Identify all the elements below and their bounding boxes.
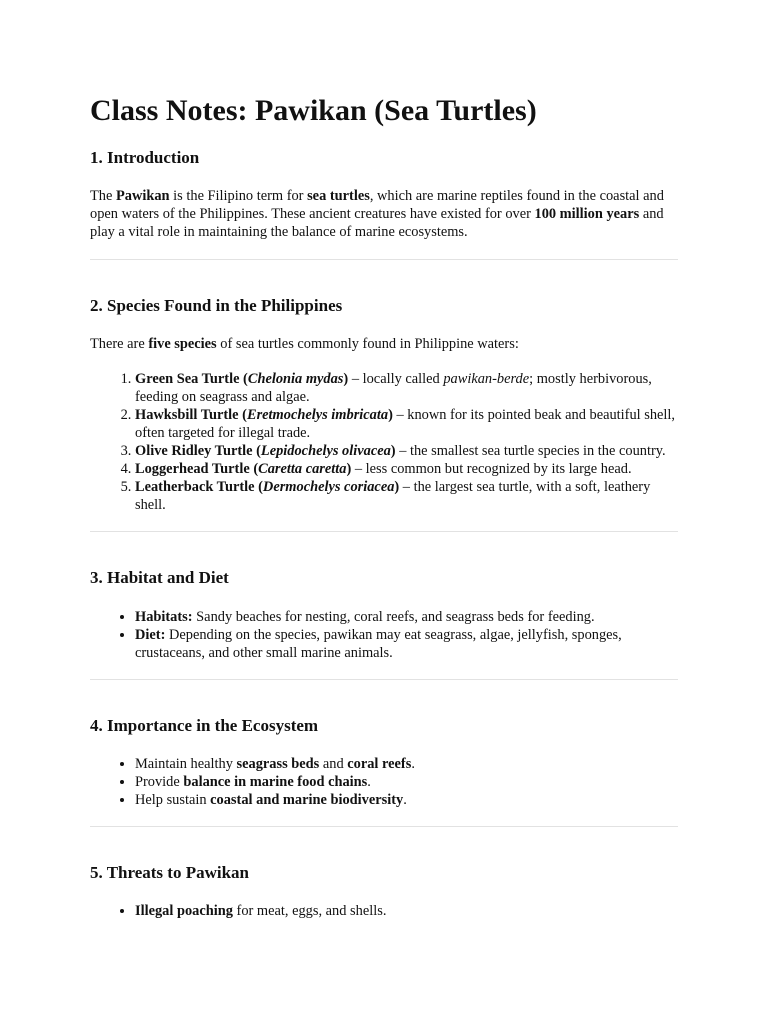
species-item: [135, 478, 678, 514]
list-item: [135, 755, 678, 773]
species-name: Green Sea Turtle (Chelonia mydas): [135, 371, 349, 388]
introduction-paragraph: [90, 187, 678, 241]
scientific-name: Chelonia mydas: [247, 371, 344, 388]
species-description: ; mostly herbivorous, feeding on seagrass and algae.: [135, 371, 652, 406]
species-item: [135, 460, 678, 478]
text-run: Maintain healthy: [135, 756, 237, 773]
scientific-name: Eretmochelys imbricata: [246, 407, 389, 424]
species-description: – known for its pointed beak and beautiful shell, often targeted for illegal trade.: [135, 407, 676, 442]
text-run: and: [319, 756, 348, 773]
scientific-name: Caretta caretta: [258, 461, 347, 478]
bold-term-five-species: five species: [148, 336, 217, 353]
list-item: [135, 626, 678, 662]
item-label: Habitats:: [135, 608, 193, 625]
bold-term-pawikan: Pawikan: [115, 187, 170, 204]
item-text: Sandy beaches for nesting, coral reefs, and seagrass beds for feeding.: [192, 608, 595, 625]
text-run: .: [367, 774, 371, 791]
page-title: Class Notes: Pawikan (Sea Turtles): [90, 94, 537, 127]
bold-term: balance in marine food chains: [183, 774, 368, 791]
section-heading-threats: 5. Threats to Pawikan: [90, 863, 250, 883]
species-description: – the smallest sea turtle species in the country.: [395, 443, 666, 460]
section-heading-species: 2. Species Found in the Philippines: [90, 295, 343, 315]
text-run: of sea turtles commonly found in Philippine waters:: [216, 336, 519, 353]
threats-list: [90, 902, 678, 920]
scientific-name: Dermochelys coriacea: [262, 479, 395, 496]
bold-term: coral reefs: [347, 756, 412, 773]
text-run: for meat, eggs, and shells.: [232, 903, 387, 920]
item-label: Diet:: [135, 626, 166, 643]
text-run: .: [403, 792, 407, 809]
section-divider: [90, 531, 678, 532]
section-heading-introduction: 1. Introduction: [90, 147, 200, 167]
text-run: is the Filipino term for: [169, 187, 308, 204]
species-item: [135, 442, 678, 460]
bold-term: Illegal poaching: [135, 903, 233, 920]
habitat-diet-list: [90, 608, 678, 662]
text-run: , which are marine reptiles found in the coastal and open waters of the Philippines. These ancient creatures have existed for over: [90, 187, 664, 222]
species-name: Hawksbill Turtle (Eretmochelys imbricata): [135, 407, 393, 424]
bold-term-sea-turtles: sea turtles: [307, 187, 370, 204]
species-name: Leatherback Turtle (Dermochelys coriacea): [135, 479, 400, 496]
list-item: [135, 608, 678, 626]
bold-term: seagrass beds: [236, 756, 320, 773]
scientific-name: Lepidochelys olivacea: [260, 443, 391, 460]
section-divider: [90, 826, 678, 827]
text-run: and play a vital role in maintaining the balance of marine ecosystems.: [90, 205, 664, 240]
species-item: [135, 370, 678, 406]
item-text: Depending on the species, pawikan may eat seagrass, algae, jellyfish, sponges, crustaceans, and other small marine animals.: [135, 626, 622, 661]
text-run: Help sustain: [135, 792, 211, 809]
local-name: pawikan-berde: [443, 371, 530, 388]
bold-term-100-million-years: 100 million years: [534, 205, 640, 222]
bold-term: coastal and marine biodiversity: [210, 792, 404, 809]
species-name: Olive Ridley Turtle (Lepidochelys olivacea): [135, 443, 396, 460]
species-description: – less common but recognized by its large head.: [351, 461, 632, 478]
species-description: – locally called: [348, 371, 444, 388]
text-run: The: [90, 187, 116, 204]
section-divider: [90, 679, 678, 680]
section-divider: [90, 259, 678, 260]
species-description: – the largest sea turtle, with a soft, leathery shell.: [135, 479, 651, 514]
species-list: [90, 370, 678, 514]
list-item: [135, 791, 678, 809]
text-run: .: [411, 756, 415, 773]
section-heading-habitat-diet: 3. Habitat and Diet: [90, 568, 229, 588]
species-intro-paragraph: [90, 335, 678, 353]
list-item: [135, 773, 678, 791]
species-item: [135, 406, 678, 442]
text-run: There are: [90, 336, 149, 353]
text-run: Provide: [135, 774, 184, 791]
section-heading-importance: 4. Importance in the Ecosystem: [90, 715, 319, 735]
importance-list: [90, 755, 678, 809]
list-item: [135, 902, 678, 920]
species-name: Loggerhead Turtle (Caretta caretta): [135, 461, 352, 478]
